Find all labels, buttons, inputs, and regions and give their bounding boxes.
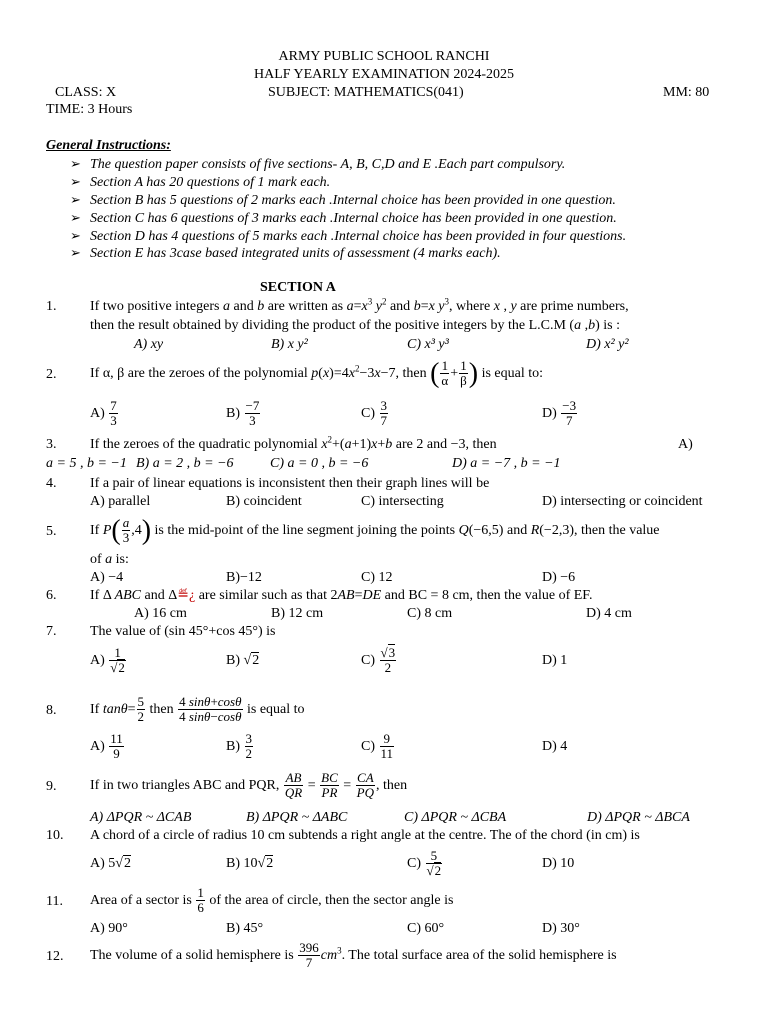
question-2-text: If α, β are the zeroes of the polynomial $p(x)=4x^2-3x-7$, then ( $\frac{1}{\alpha}$ + $\frac{1}{\beta}$ ) is equal to: — [90, 357, 544, 389]
option: A) parallel — [90, 494, 151, 509]
option: A) $\frac{7}{3}$ — [90, 398, 117, 429]
option: A) ΔPQR ~ ΔCAB — [90, 810, 192, 825]
question-number: 5. — [46, 524, 57, 539]
question-3-text: If the zeroes of the quadratic polynomial $x^2+(a+1)x+b$ are 2 and −3, then — [90, 434, 497, 452]
question-number: 3. — [46, 437, 57, 452]
question-number: 4. — [46, 476, 57, 491]
option: A) xy — [134, 337, 164, 352]
option: A) 5√2 — [90, 856, 131, 871]
option: C) a = 0 , b = −6 — [270, 456, 369, 471]
option: D) a = −7 , b = −1 — [452, 456, 561, 471]
question-number: 9. — [46, 779, 57, 794]
option: B) 45° — [226, 921, 264, 936]
question-number: 10. — [46, 828, 64, 843]
arrow-bullet-icon: ➢ — [70, 245, 81, 260]
option: C) intersecting — [361, 494, 444, 509]
question-4-text: If a pair of linear equations is inconsistent then their graph lines will be — [90, 476, 490, 491]
question-number: 6. — [46, 588, 57, 603]
option: C) $\frac{√3}{2}$ — [361, 645, 396, 676]
option: D) −6 — [542, 570, 576, 585]
option: D) 10 — [542, 856, 575, 871]
question-11-text: Area of a sector is $\frac{1}{6}$ of the area of circle, then the sector angle is — [90, 885, 454, 916]
question-12-text: The volume of a solid hemisphere is $\frac{396}{7}$ $cm^3$. The total surface area of the solid hemisphere is — [90, 940, 617, 971]
option: D) 30° — [542, 921, 580, 936]
broken-glyph: ≝¿ — [177, 588, 196, 603]
question-number: 11. — [46, 894, 63, 909]
option: B)−12 — [226, 570, 262, 585]
option: A) 90° — [90, 921, 128, 936]
question-8-text: If tanθ= $\frac{5}{2}$ then $\frac{4 \sin\theta+\cos\theta}{4 \sin\theta-\cos\theta}$ is equal to — [90, 694, 305, 725]
option: B) ΔPQR ~ ΔABC — [246, 810, 348, 825]
option: C) $\frac{3}{7}$ — [361, 398, 387, 429]
option: D) 1 — [542, 653, 568, 668]
question-number: 12. — [46, 949, 64, 964]
class-label: CLASS: X — [55, 85, 117, 100]
question-number: 1. — [46, 299, 57, 314]
question-9-text: If in two triangles ABC and PQR, $\frac{AB}{QR}$ = $\frac{BC}{PR}$ = $\frac{CA}{PQ}$ , then — [90, 770, 408, 801]
option: C) $\frac{9}{11}$ — [361, 731, 394, 762]
option: C) ΔPQR ~ ΔCBA — [404, 810, 507, 825]
arrow-bullet-icon: ➢ — [70, 210, 81, 225]
option: a = 5 , b = −1 — [46, 456, 127, 471]
option: C) 12 — [361, 570, 393, 585]
question-1-text: If two positive integers a and b are written as $a=x^3$ $y^2$ and b=x $y^3$, where x , y are prime numbers, — [90, 296, 629, 314]
question-5-text: If P( $\frac{a}{3}$ ,4) is the mid-point of the line segment joining the points Q(−6,5) and R(−2,3), then the value — [90, 514, 660, 546]
option: C) x³ y³ — [407, 337, 449, 352]
question-10-text: A chord of a circle of radius 10 cm subtends a right angle at the centre. The of the chord (in cm) is — [90, 828, 640, 843]
option-a-label: A) — [678, 437, 693, 452]
option: B) 10√2 — [226, 856, 274, 871]
option: A) $\frac{11}{9}$ — [90, 731, 123, 762]
arrow-bullet-icon: ➢ — [70, 174, 81, 189]
option: D) intersecting or coincident — [542, 494, 703, 509]
option: B) √2 — [226, 653, 260, 668]
question-7-text: The value of (sin 45°+cos 45°) is — [90, 624, 276, 639]
option: B) coincident — [226, 494, 302, 509]
option: B) $\frac{3}{2}$ — [226, 731, 252, 762]
instruction-item: ➢ Section A has 20 questions of 1 mark each. — [70, 174, 331, 190]
question-5-line2: of a is: — [90, 552, 129, 567]
option: B) x y² — [271, 337, 308, 352]
question-number: 7. — [46, 624, 57, 639]
max-marks: MM: 80 — [663, 85, 710, 100]
arrow-bullet-icon: ➢ — [70, 192, 81, 207]
instruction-item: ➢ Section B has 5 questions of 2 marks each .Internal choice has been provided in one question. — [70, 192, 616, 208]
question-number: 2. — [46, 367, 57, 382]
option: C) 8 cm — [407, 606, 453, 621]
option: B) 12 cm — [271, 606, 324, 621]
option: B) $\frac{-7}{3}$ — [226, 398, 260, 429]
option: C) 60° — [407, 921, 445, 936]
option: C) $\frac{5}{√2}$ — [407, 848, 442, 879]
question-1-line2: then the result obtained by dividing the product of the positive integers by the L.C.M (a ,b) is : — [90, 318, 620, 333]
instructions-title: General Instructions: — [46, 138, 171, 153]
instruction-item: ➢ The question paper consists of five sections- A, B, C,D and E .Each part compulsory. — [70, 156, 566, 172]
option: D) ΔPQR ~ ΔBCA — [587, 810, 690, 825]
option: A) −4 — [90, 570, 124, 585]
instruction-item: ➢ Section C has 6 questions of 3 marks each .Internal choice has been provided in one question. — [70, 210, 617, 226]
option: A) $\frac{1}{√2}$ — [90, 645, 125, 676]
option: D) $\frac{-3}{7}$ — [542, 398, 577, 429]
section-title: SECTION A — [260, 280, 336, 295]
option: D) x² y² — [586, 337, 629, 352]
option: D) 4 cm — [586, 606, 632, 621]
time-label: TIME: 3 Hours — [46, 102, 133, 117]
question-6-text: If Δ ABC and Δ≝¿ are similar such as that 2AB=DE and BC = 8 cm, then the value of EF. — [90, 588, 593, 603]
option: A) 16 cm — [134, 606, 187, 621]
subject-label: SUBJECT: MATHEMATICS(041) — [268, 85, 464, 100]
school-name: ARMY PUBLIC SCHOOL RANCHI — [278, 49, 490, 64]
arrow-bullet-icon: ➢ — [70, 228, 81, 243]
arrow-bullet-icon: ➢ — [70, 156, 81, 171]
exam-title: HALF YEARLY EXAMINATION 2024-2025 — [253, 67, 515, 82]
option: B) a = 2 , b = −6 — [136, 456, 234, 471]
instruction-item: ➢ Section E has 3case based integrated units of assessment (4 marks each). — [70, 245, 501, 261]
option: D) 4 — [542, 739, 568, 754]
instruction-item: ➢ Section D has 4 questions of 5 marks each .Internal choice has been provided in four questions. — [70, 228, 627, 244]
question-number: 8. — [46, 703, 57, 718]
